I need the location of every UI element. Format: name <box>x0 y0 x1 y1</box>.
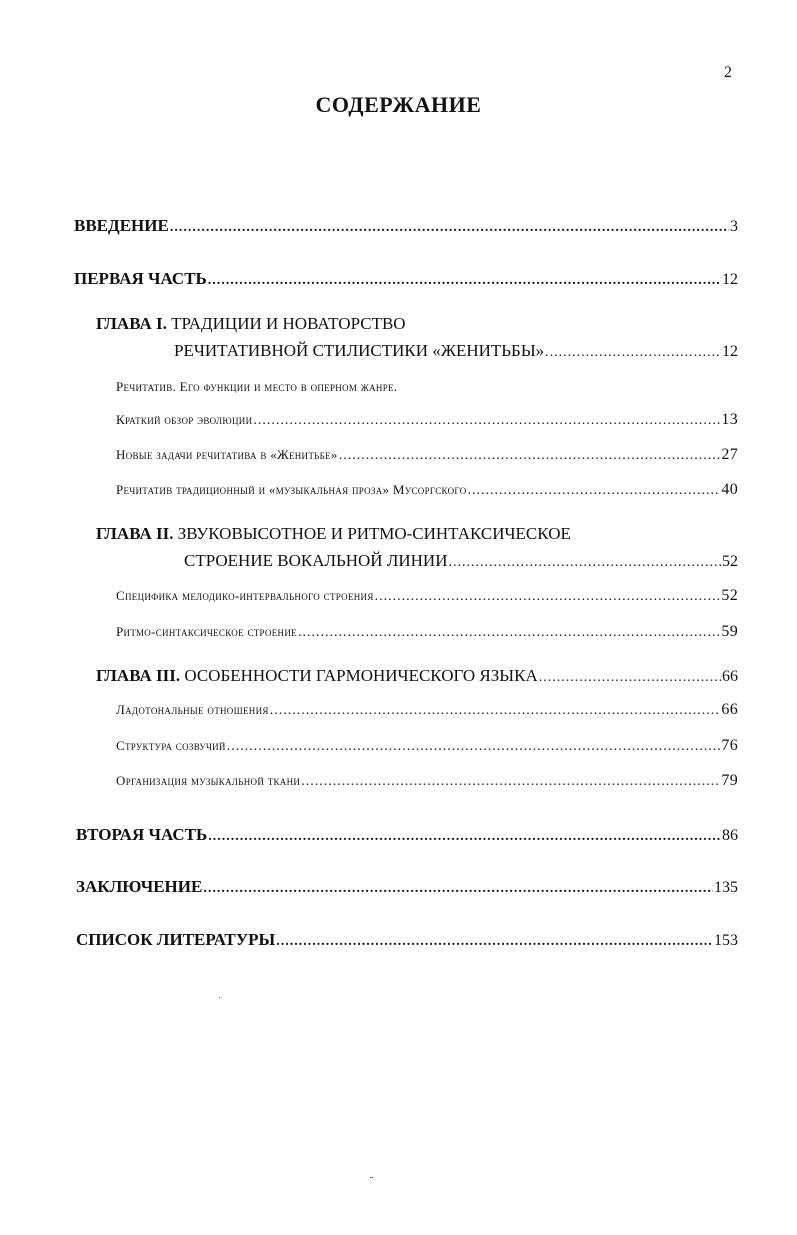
toc-entry-label: Новые задачи речитатива в «Женитьбе» <box>116 447 338 462</box>
toc-section-line: Речитатив. Его функции и место в оперном жанре. <box>116 379 398 394</box>
toc-entry-label <box>96 666 538 686</box>
toc-chapter-2[interactable] <box>184 551 738 571</box>
toc-section-3-2[interactable] <box>116 737 738 755</box>
chapter-title-line-1: ЗВУКОВЫСОТНОЕ И РИТМО-СИНТАКСИЧЕСКОЕ <box>177 524 571 543</box>
toc-section-3-3[interactable] <box>116 772 738 790</box>
toc-entry-label: Ладотональные отношения <box>116 702 269 717</box>
toc-section-1-3[interactable] <box>116 481 738 499</box>
toc-entry-label: Краткий обзор эволюции <box>116 412 253 427</box>
leader-dots <box>448 555 721 571</box>
toc-entry-intro[interactable] <box>74 216 738 236</box>
leader-dots <box>375 589 721 605</box>
toc-entry-page: 12 <box>722 343 738 360</box>
chapter-prefix: ГЛАВА II. <box>96 524 174 543</box>
toc-entry-page: 153 <box>714 932 738 949</box>
toc-section-2-1[interactable] <box>116 587 738 605</box>
leader-dots <box>539 670 721 686</box>
toc-entry-label: Структура созвучий <box>116 738 226 753</box>
toc-entry-page: 3 <box>730 218 738 235</box>
toc-chapter-1-heading[interactable] <box>96 314 406 334</box>
toc-section-1-1[interactable] <box>116 411 738 429</box>
toc-chapter-1[interactable] <box>174 341 738 361</box>
toc-entry-page: 76 <box>721 737 738 754</box>
leader-dots <box>468 483 721 499</box>
toc-entry-label: Специфика мелодико-интервального строения <box>116 588 374 603</box>
toc-entry-bibliography[interactable] <box>76 930 738 950</box>
toc-entry-page: 79 <box>721 772 738 789</box>
page-number: 2 <box>724 64 732 81</box>
toc-entry-label: Речитатив традиционный и «музыкальная проза» Мусоргского <box>116 482 467 497</box>
chapter-prefix: ГЛАВА III. <box>96 666 181 685</box>
toc-entry-page: 52 <box>721 587 738 604</box>
chapter-title-line-2: СТРОЕНИЕ ВОКАЛЬНОЙ ЛИНИИ <box>184 551 448 570</box>
toc-entry-page: 59 <box>721 623 738 640</box>
chapter-title-line-1: ТРАДИЦИИ И НОВАТОРСТВО <box>171 314 406 333</box>
toc-section-2-2[interactable] <box>116 623 738 641</box>
toc-section-3-1[interactable] <box>116 701 738 719</box>
scan-speck <box>219 997 220 998</box>
toc-entry-label: ВТОРАЯ ЧАСТЬ <box>76 825 208 844</box>
leader-dots <box>208 829 721 845</box>
leader-dots <box>270 703 721 719</box>
toc-entry-page: 13 <box>721 411 738 428</box>
chapter-title-line-2: РЕЧИТАТИВНОЙ СТИЛИСТИКИ «ЖЕНИТЬБЫ» <box>174 341 545 360</box>
leader-dots <box>170 220 729 236</box>
toc-entry-label: Ритмо-синтаксическое строение <box>116 624 297 639</box>
toc-entry-part-one[interactable] <box>74 269 738 289</box>
leader-dots <box>301 774 720 790</box>
leader-dots <box>298 625 720 641</box>
leader-dots <box>203 881 713 897</box>
toc-chapter-3[interactable] <box>96 666 738 686</box>
toc-entry-page: 52 <box>722 553 738 570</box>
leader-dots <box>545 345 721 361</box>
toc-chapter-2-heading[interactable] <box>96 524 571 544</box>
toc-entry-part-two[interactable] <box>76 825 738 845</box>
toc-entry-conclusion[interactable] <box>76 877 738 897</box>
toc-entry-page: 66 <box>721 701 738 718</box>
leader-dots <box>227 739 721 755</box>
chapter-prefix: ГЛАВА I. <box>96 314 167 333</box>
toc-entry-label: ВВЕДЕНИЕ <box>74 216 169 235</box>
toc-entry-page: 27 <box>721 446 738 463</box>
leader-dots <box>276 934 713 950</box>
toc-section-1-2[interactable] <box>116 446 738 464</box>
toc-entry-label: СПИСОК ЛИТЕРАТУРЫ <box>76 930 276 949</box>
toc-entry-label: ЗАКЛЮЧЕНИЕ <box>76 877 203 896</box>
scan-speck <box>370 1177 373 1178</box>
toc-entry-page: 66 <box>722 668 738 685</box>
toc-entry-page: 40 <box>721 481 738 498</box>
leader-dots <box>253 413 720 429</box>
chapter-title-line-1: ОСОБЕННОСТИ ГАРМОНИЧЕСКОГО ЯЗЫКА <box>184 666 538 685</box>
leader-dots <box>208 273 721 289</box>
toc-entry-label: Организация музыкальной ткани <box>116 773 301 788</box>
toc-entry-page: 86 <box>722 827 738 844</box>
page-title: СОДЕРЖАНИЕ <box>315 92 482 117</box>
toc-entry-page: 12 <box>722 271 738 288</box>
toc-entry-label: ПЕРВАЯ ЧАСТЬ <box>74 269 207 288</box>
toc-entry-page: 135 <box>714 879 738 896</box>
leader-dots <box>339 448 721 464</box>
